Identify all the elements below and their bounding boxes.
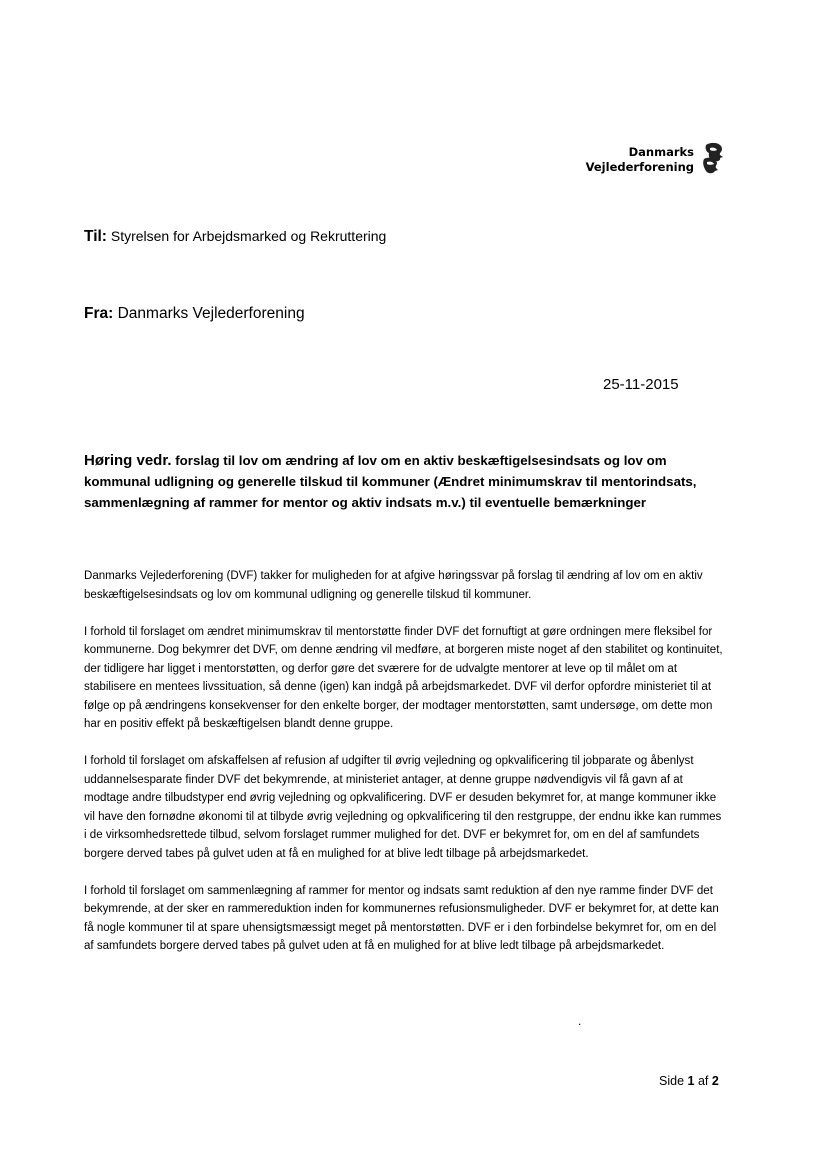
page-total: 2 bbox=[711, 1074, 719, 1088]
profile-heads-icon bbox=[700, 141, 728, 175]
page-prefix: Side bbox=[659, 1074, 685, 1088]
page-of: af bbox=[697, 1074, 709, 1088]
paragraph: I forhold til forslaget om sammenlægning af rammer for mentor og indsats samt reduktion af den nye ramme finder DVF det bekymrende, at der sker en rammereduktion inden for kommunernes refusionsmuligheder. DVF er bekymret for, at dette kan få nogle kommuner til at spare uhensigtsmæssigt meget på mentorstøtten. DVF er i den forbindelse bekymret for, om en del af samfundets borgere derved tabes på gulvet uden at få en mulighed for at blive ledt tilbage på arbejdsmarkedet. bbox=[84, 884, 719, 952]
page-number bbox=[659, 1074, 719, 1088]
paragraph: I forhold til forslaget om afskaffelsen af refusion af udgifter til øvrig vejledning og opkvalificering til jobparate og åbenlyst uddannelsesparate finder DVF det bekymrende, at ministeriet antager, at denne gruppe nødvendigvis vil få gavn af at modtage andre tilbudstyper end øvrig vejledning og opkvalificering. DVF er desuden bekymret for, at mange kommuner ikke vil have den fornødne økonomi til at tilbyde øvrig vejledning og opkvalificering til den restgruppe, der endnu ikke kan rummes i de virksomhedsrettede tilbud, selvom forslaget rummer mulighed for det. DVF er bekymret for, om en del af samfundets borgere derved tabes på gulvet uden at få en mulighed for at blive ledt tilbage på arbejdsmarkedet. bbox=[84, 755, 722, 860]
page-current: 1 bbox=[687, 1074, 695, 1088]
recipient-line bbox=[84, 228, 386, 246]
recipient-label: Til: bbox=[84, 228, 107, 245]
sender-value: Danmarks Vejlederforening bbox=[117, 305, 305, 322]
recipient-value: Styrelsen for Arbejdsmarked og Rekruttering bbox=[110, 228, 387, 244]
logo-text bbox=[586, 145, 694, 175]
paragraph: I forhold til forslaget om ændret minimumskrav til mentorstøtte finder DVF det fornuftigt at gøre ordningen mere fleksibel for kommunerne. Dog bekymrer det DVF, om denne ændring vil medføre, at borgeren miste noget af den stabilitet og kontinuitet, der tidligere har ligget i mentorstøtten, og derfor gøre det sværere for de udvalgte mentorer at leve op til målet om at stabilisere en mentees livssituation, så denne (igen) kan indgå på arbejdsmarkedet. DVF vil derfor opfordre ministeriet til at følge op på ændringens konsekvenser for den enkelte borger, der modtager mentorstøtten, samt undersøge, om dette mon har en positiv effekt på beskæftigelsen blandt denne gruppe. bbox=[84, 625, 723, 730]
sender-label: Fra: bbox=[84, 305, 114, 322]
subject-lead: Høring vedr. bbox=[84, 452, 172, 469]
subject-heading bbox=[84, 450, 734, 513]
logo-line-2: Vejlederforening bbox=[585, 160, 694, 174]
paragraph: Danmarks Vejlederforening (DVF) takker for muligheden for at afgive høringssvar på forslag til ændring af lov om en aktiv beskæftigelsesindsats og lov om kommunal udligning og generelle tilskud til kommuner. bbox=[84, 570, 703, 601]
organization-logo bbox=[585, 141, 730, 181]
letter-body bbox=[84, 567, 724, 974]
stray-mark: . bbox=[578, 1014, 582, 1028]
logo-line-1: Danmarks bbox=[628, 145, 694, 159]
sender-line bbox=[84, 305, 305, 323]
subject-rest: forslag til lov om ændring af lov om en aktiv beskæftigelsesindsats og lov om kommunal udligning og generelle tilskud til kommuner (Ændret minimumskrav til mentorindsats, sammenlægning af rammer for mentor og aktiv indsats m.v.) til eventuelle bemærkninger bbox=[84, 453, 697, 510]
letter-date: 25-11-2015 bbox=[603, 376, 679, 393]
